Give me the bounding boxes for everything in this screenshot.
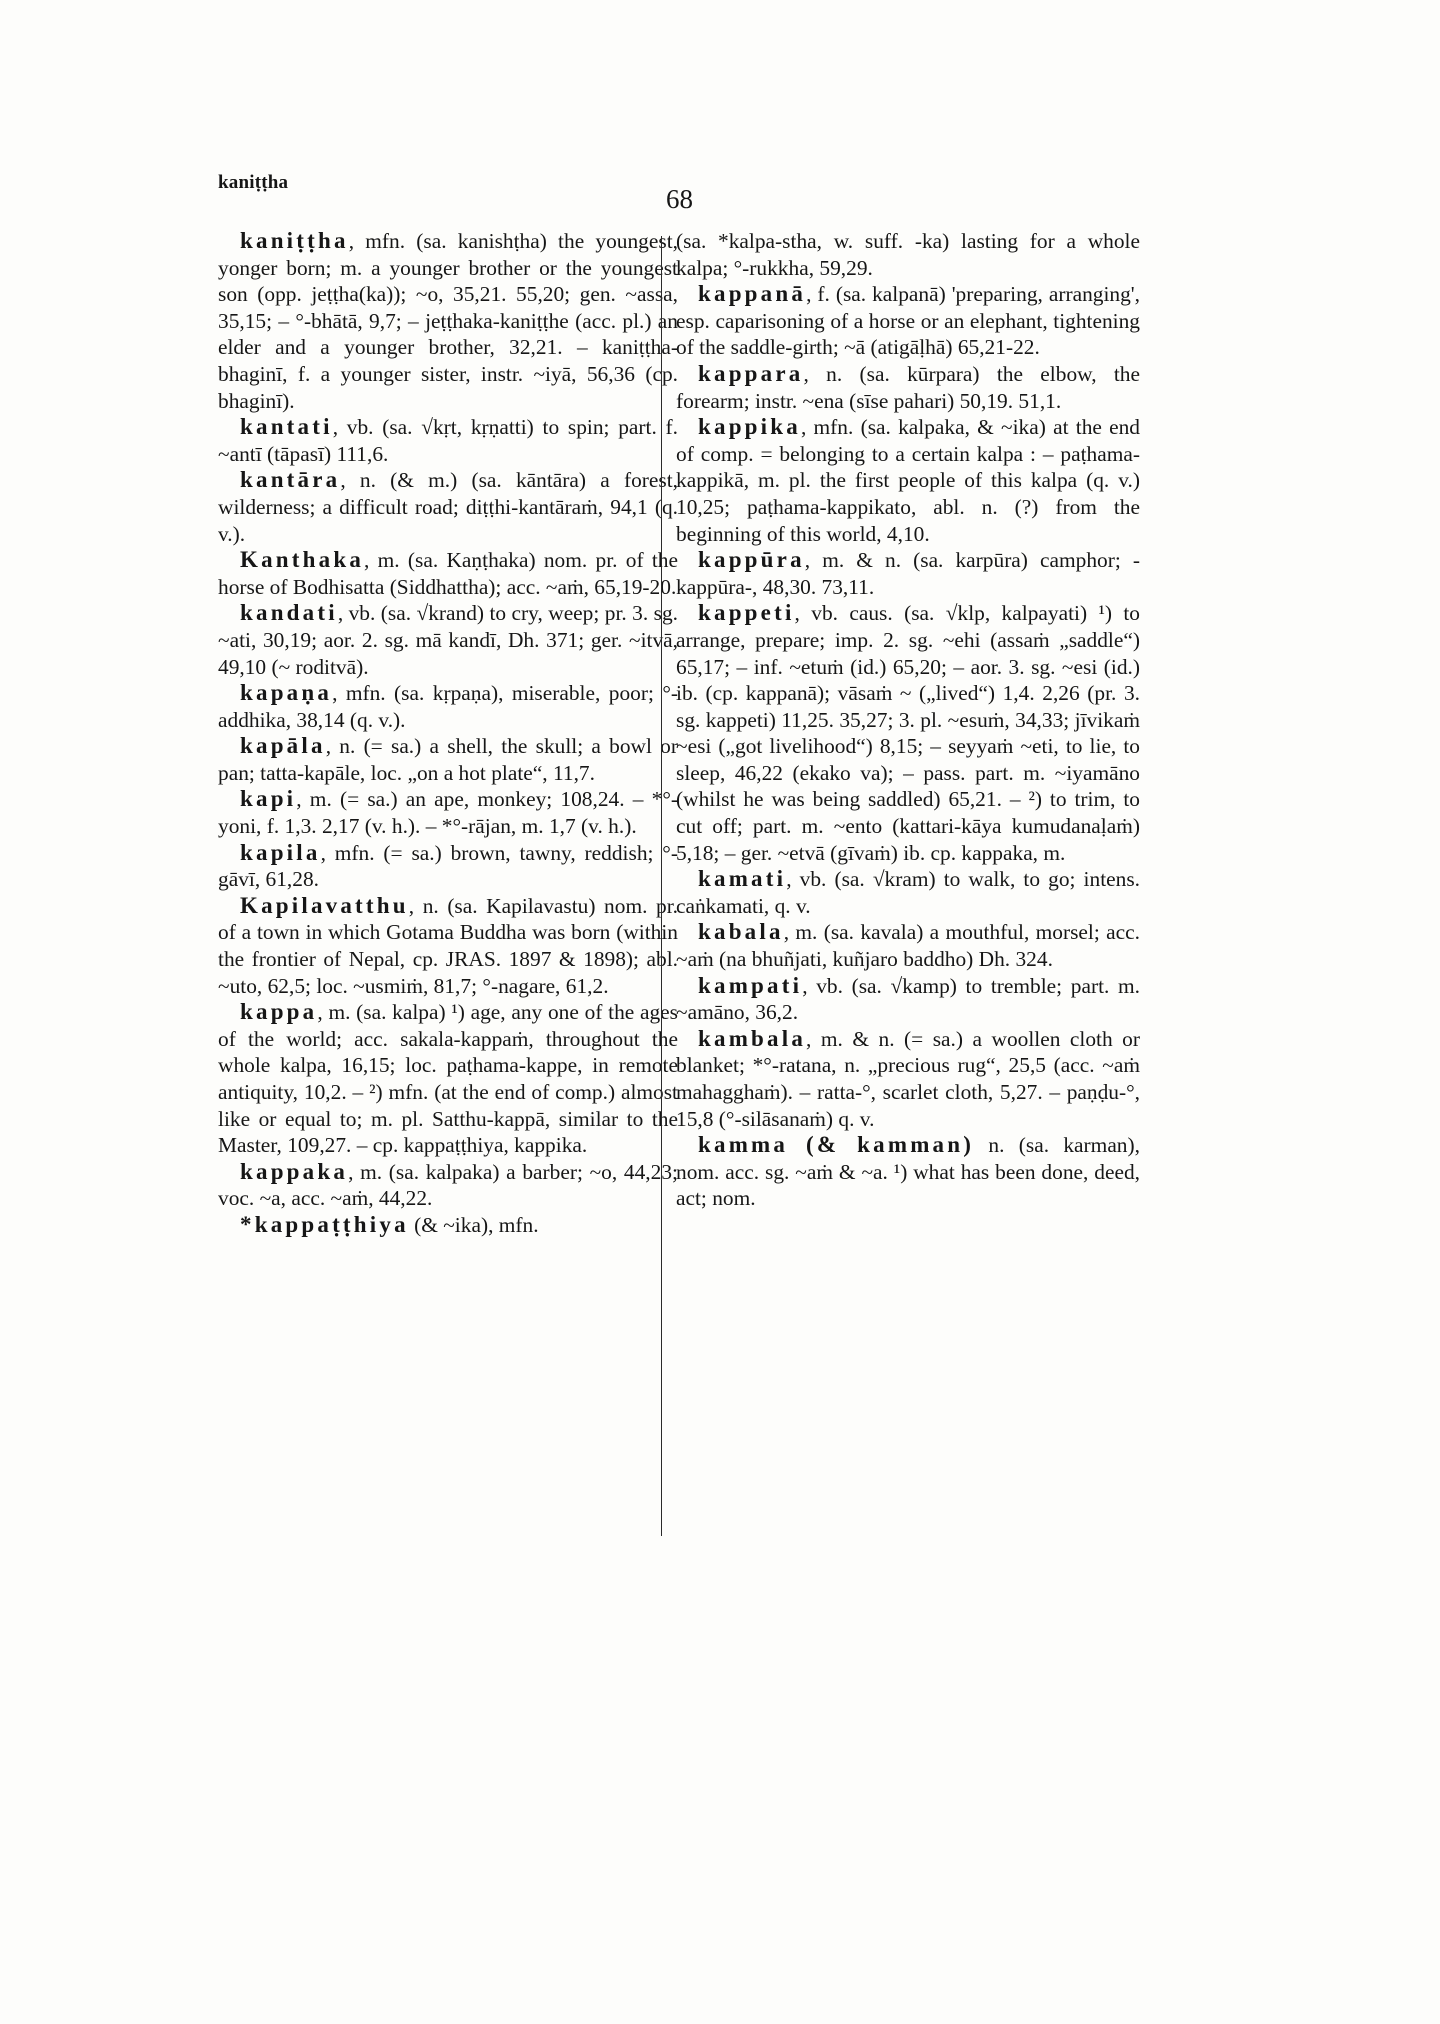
entry-headword: kappūra: [698, 547, 805, 573]
dictionary-entry: [676, 1132, 1140, 1212]
dictionary-entry: [676, 414, 1140, 547]
dictionary-entry: [676, 919, 1140, 972]
dictionary-entry: [218, 786, 678, 839]
right-column: [676, 228, 1140, 1212]
entry-headword: *kappaṭṭhiya: [240, 1211, 409, 1237]
left-column: [218, 228, 678, 1239]
entry-text: , n. (= sa.) a shell, the skull; a bowl or pan; tatta-kapāle, loc. „on a hot plate“, 11,7.: [218, 734, 678, 785]
entry-text: , m. (sa. kalpaka) a barber; ~o, 44,23; voc. ~a, acc. ~aṁ, 44,22.: [218, 1159, 678, 1211]
page-number: 68: [666, 184, 693, 214]
entry-text: , mfn. (sa. kṛpaṇa), miserable, poor; °-addhika, 38,14 (q. v.).: [218, 681, 678, 732]
entry-text: , vb. (sa. √kamp) to tremble; part. m. ~amāno, 36,2.: [676, 973, 1140, 1025]
entry-headword: kappika: [698, 414, 801, 440]
entry-text: , n. (sa. kūrpara) the elbow, the forearm; instr. ~ena (sīse pahari) 50,19. 51,1.: [676, 361, 1140, 413]
entry-text: (sa. *kalpa-stha, w. suff. -ka) lasting for a whole kalpa; °-rukkha, 59,29.: [676, 229, 1140, 280]
entry-headword: kapila: [240, 839, 321, 865]
entry-headword: kappeti: [698, 600, 795, 626]
entry-text: , m. (= sa.) an ape, monkey; 108,24. – *°-yoni, f. 1,3. 2,17 (v. h.). – *°-rājan, m. 1,7 (v. h.).: [218, 787, 678, 839]
entry-headword: kapāla: [240, 733, 326, 759]
entry-headword: kapi: [240, 786, 297, 812]
entry-text: , n. (sa. Kapilavastu) nom. pr. of a town in which Gotama Buddha was born (within the frontier of Nepal, cp. JRAS. 1897 & 1898); abl. ~uto, 62,5; loc. ~usmiṁ, 81,7; °-nagare, 61,2.: [218, 893, 678, 998]
dictionary-entry-continuation: [676, 228, 1140, 281]
dictionary-entry: [218, 999, 678, 1159]
entry-text: n. (sa. karman), nom. acc. sg. ~aṁ & ~a. ¹) what has been done, deed, act; nom.: [676, 1133, 1140, 1211]
dictionary-entry: [676, 600, 1140, 866]
running-head: kaniṭṭha: [218, 172, 289, 193]
entry-headword: kantati: [240, 414, 333, 440]
entry-headword: kappara: [698, 360, 804, 386]
dictionary-entry: [218, 733, 678, 786]
dictionary-entry: [676, 1026, 1140, 1132]
dictionary-entry: [218, 1212, 678, 1239]
entry-headword: kabala: [698, 919, 784, 945]
dictionary-entry: [218, 547, 678, 600]
dictionary-entry: [676, 281, 1140, 361]
entry-headword: kaniṭṭha: [240, 228, 349, 253]
dictionary-entry: [218, 680, 678, 733]
dictionary-entry: [218, 893, 678, 999]
dictionary-entry: [218, 840, 678, 893]
entry-text: , n. (& m.) (sa. kāntāra) a forest, wilderness; a difficult road; diṭṭhi-kantāraṁ, 94,1 (q. v.).: [218, 468, 678, 546]
dictionary-entry: [218, 414, 678, 467]
entry-text: , vb. (sa. √krand) to cry, weep; pr. 3. sg. ~ati, 30,19; aor. 2. sg. mā kandī, Dh. 371; ger. ~itvā, 49,10 (~ roditvā).: [218, 601, 678, 679]
entry-headword: kapaṇa: [240, 680, 333, 706]
entry-headword: kambala: [698, 1025, 807, 1051]
entry-text: , mfn. (sa. kalpaka, & ~ika) at the end of comp. = belonging to a certain kalpa : – paṭhama-kappikā, m. pl. the first people of this kalpa (q. v.) 10,25; paṭhama-kappikato, abl. n. (?) from the beginning of this world, 4,10.: [676, 415, 1140, 546]
entry-text: , mfn. (= sa.) brown, tawny, reddish; °-gāvī, 61,28.: [218, 840, 678, 892]
entry-headword: kappa: [240, 999, 318, 1025]
entry-headword: kappaka: [240, 1158, 349, 1184]
dictionary-entry: [218, 1159, 678, 1212]
dictionary-entry: [218, 228, 678, 414]
entry-text: , m. & n. (sa. karpūra) camphor; -kappūra-, 48,30. 73,11.: [676, 548, 1140, 599]
entry-text: , f. (sa. kalpanā) 'preparing, arranging', esp. caparisoning of a horse or an elephant, tightening of the saddle-girth; ~ā (atigāḷhā) 65,21-22.: [676, 282, 1140, 360]
entry-headword: kampati: [698, 972, 803, 998]
entry-headword: Kapilavatthu: [240, 892, 409, 918]
entry-headword: kantāra: [240, 467, 341, 493]
entry-headword: kappanā: [698, 281, 807, 307]
entry-text: , m. (sa. kalpa) ¹) age, any one of the ages of the world; acc. sakala-kappaṁ, throughout the whole kalpa, 16,15; loc. paṭhama-kappe, in remote antiquity, 10,2. – ²) mfn. (at the end of comp.) almost like or equal to; m. pl. Satthu-kappā, similar to the Master, 109,27. – cp. kappaṭṭhiya, kappika.: [218, 1000, 678, 1158]
entry-text: , m. & n. (= sa.) a woollen cloth or blanket; *°-ratana, n. „precious rug“, 25,5 (acc. ~aṁ mahagghaṁ). – ratta-°, scarlet cloth, 5,27. – paṇḍu-°, 15,8 (°-silāsanaṁ) q. v.: [676, 1026, 1140, 1131]
dictionary-entry: [676, 866, 1140, 919]
entry-text: (& ~ika), mfn.: [408, 1212, 539, 1237]
entry-headword: kandati: [240, 600, 338, 626]
entry-text: , m. (sa. Kaṇṭhaka) nom. pr. of the horse of Bodhisatta (Siddhattha); acc. ~aṁ, 65,19-20.: [218, 548, 678, 599]
entry-headword: kamati: [698, 866, 787, 892]
dictionary-entry: [676, 973, 1140, 1026]
column-divider: [661, 236, 662, 1536]
dictionary-entry: [218, 600, 678, 680]
dictionary-entry: [218, 467, 678, 547]
dictionary-entry: [676, 547, 1140, 600]
entry-text: , mfn. (sa. kanishṭha) the youngest, yonger born; m. a younger brother or the youngest son (opp. jeṭṭha(ka)); ~o, 35,21. 55,20; gen. ~assa, 35,15; – °-bhātā, 9,7; – jeṭṭhaka-kaniṭṭhe (acc. pl.) an elder and a younger brother, 32,21. – kaniṭṭha-bhaginī, f. a younger sister, instr. ~iyā, 56,36 (cp. bhaginī).: [218, 229, 678, 413]
dictionary-entry: [676, 361, 1140, 414]
entry-text: , vb. caus. (sa. √klp, kalpayati) ¹) to arrange, prepare; imp. 2. sg. ~ehi (assaṁ „saddle“) 65,17; – inf. ~etuṁ (id.) 65,20; – aor. 3. sg. ~esi (id.) ib. (cp. kappanā); vāsaṁ ~ („lived“) 1,4. 2,26 (pr. 3. sg. kappeti) 11,25. 35,27; 3. pl. ~esuṁ, 34,33; jīvikaṁ ~esi („got livelihood“) 8,15; – seyyaṁ ~eti, to lie, to sleep, 46,22 (ekako va); – pass. part. m. ~iyamāno (whilst he was being saddled) 65,21. – ²) to trim, to cut off; part. m. ~ento (kattari-kāya kumudanaḷaṁ) 5,18; – ger. ~etvā (gīvaṁ) ib. cp. kappaka, m.: [676, 601, 1140, 865]
entry-text: , vb. (sa. √kram) to walk, to go; intens. caṅkamati, q. v.: [676, 867, 1140, 918]
entry-text: , vb. (sa. √kṛt, kṛṇatti) to spin; part. f. ~antī (tāpasī) 111,6.: [218, 415, 678, 466]
entry-headword: kamma (& kamman): [698, 1132, 975, 1158]
entry-headword: Kanthaka: [240, 547, 365, 573]
entry-text: , m. (sa. kavala) a mouthful, morsel; acc. ~aṁ (na bhuñjati, kuñjaro baddho) Dh. 324.: [676, 920, 1140, 972]
